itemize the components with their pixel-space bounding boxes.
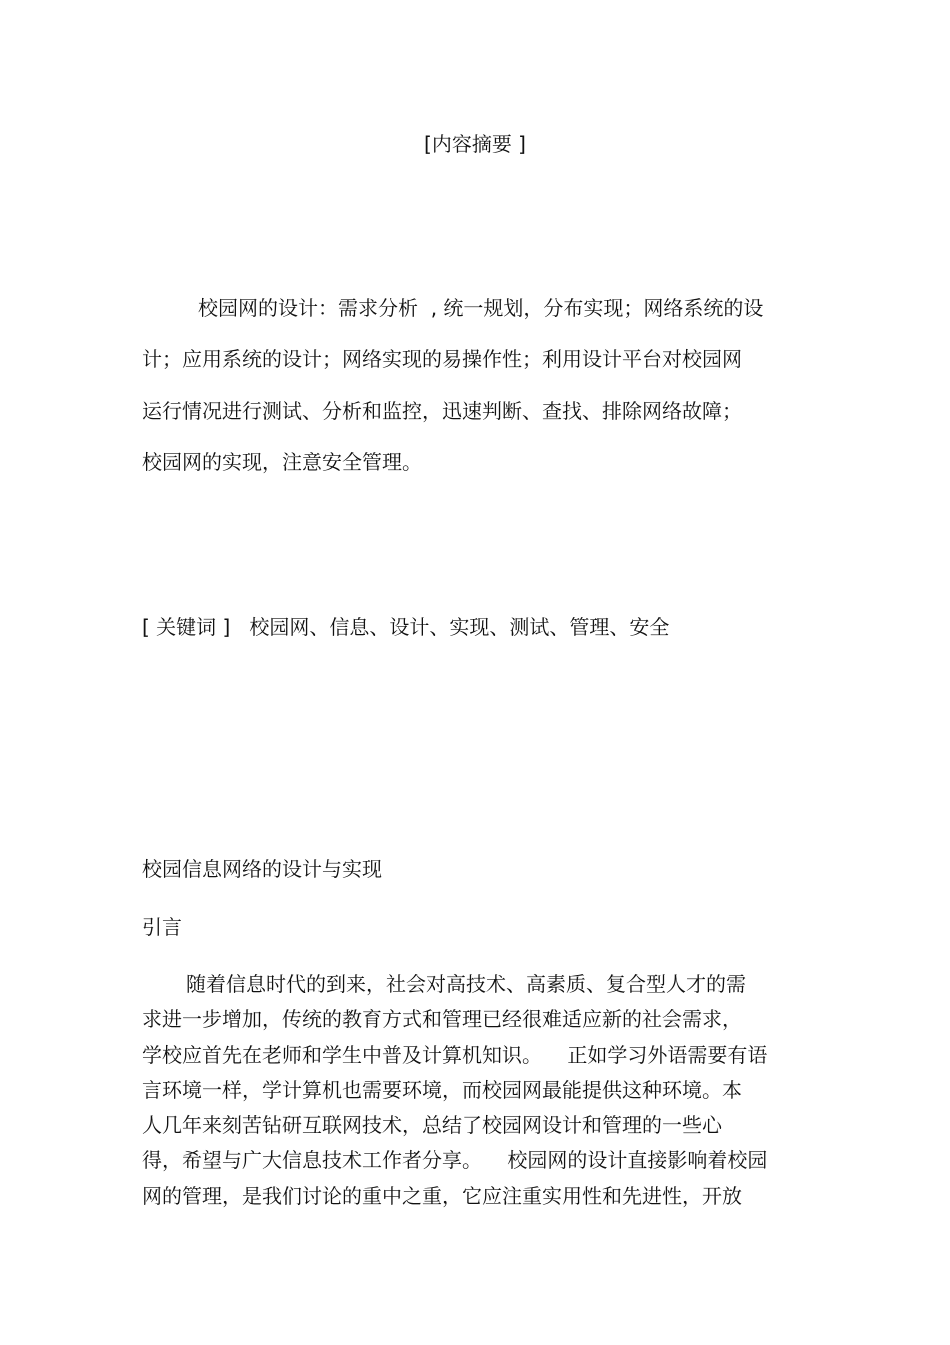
abstract-line-4: 校园网的实现，注意安全管理。 xyxy=(142,450,422,474)
abstract-line-1: 校园网的设计：需求分析 , 统一规划，分布实现；网络系统的设 xyxy=(198,296,764,320)
body-line-1: 随着信息时代的到来，社会对高技术、高素质、复合型人才的需 xyxy=(186,972,746,996)
abstract-line-2: 计；应用系统的设计；网络实现的易操作性；利用设计平台对校园网 xyxy=(142,347,742,371)
body-line-5: 人几年来刻苦钻研互联网技术，总结了校园网设计和管理的一些心 xyxy=(142,1113,722,1137)
body-line-2: 求进一步增加，传统的教育方式和管理已经很难适应新的社会需求， xyxy=(142,1007,742,1031)
body-line-4: 言环境一样，学计算机也需要环境，而校园网最能提供这种环境。本 xyxy=(142,1078,742,1102)
keywords-line: [ 关键词 ] 校园网、信息、设计、实现、测试、管理、安全 xyxy=(142,615,670,639)
body-line-6: 得，希望与广大信息技术工作者分享。 校园网的设计直接影响着校园 xyxy=(142,1148,768,1172)
abstract-line-3: 运行情况进行测试、分析和监控，迅速判断、查找、排除网络故障； xyxy=(142,399,742,423)
body-line-3: 学校应首先在老师和学生中普及计算机知识。 正如学习外语需要有语 xyxy=(142,1043,768,1067)
document-title: 校园信息网络的设计与实现 xyxy=(142,857,382,881)
body-line-7: 网的管理，是我们讨论的重中之重，它应注重实用性和先进性，开放 xyxy=(142,1184,742,1208)
abstract-heading: [内容摘要 ] xyxy=(424,132,526,156)
intro-heading: 引言 xyxy=(142,915,182,939)
